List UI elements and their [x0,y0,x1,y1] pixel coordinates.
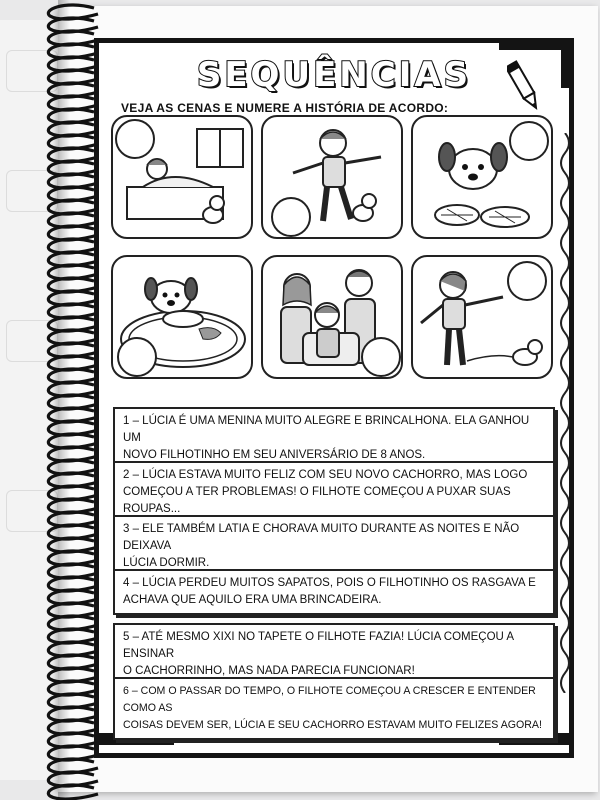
answer-circle[interactable] [507,261,547,301]
story-line: 2 – LÚCIA ESTAVA MUITO FELIZ COM SEU NOVO CACHORRO, MAS LOGO [123,469,528,481]
scene-card-5 [261,255,403,379]
story-line: 5 – ATÉ MESMO XIXI NO TAPETE O FILHOTE FAZIA! LÚCIA COMEÇOU A ENSINAR [123,631,514,660]
answer-circle[interactable] [115,119,155,159]
page-title: SEQUÊNCIAS [196,55,472,95]
story-line: O CACHORRINHO, MAS NADA PARECIA FUNCIONAR! [123,665,415,677]
story-line: 1 – LÚCIA É UMA MENINA MUITO ALEGRE E BRINCALHONA. ELA GANHOU UM [123,415,530,444]
story-box-6 [113,677,555,740]
scene-card-1 [111,115,253,239]
story-line: 3 – ELE TAMBÉM LATIA E CHORAVA MUITO DURANTE AS NOITES E NÃO DEIXAVA [123,523,520,552]
answer-circle[interactable] [117,337,157,377]
answer-circle[interactable] [361,337,401,377]
scene-card-2 [261,115,403,239]
scene-card-3 [411,115,553,239]
scene-card-4 [111,255,253,379]
story-line: NOVO FILHOTINHO EM SEU ANIVERSÁRIO DE 8 ANOS. [123,449,426,461]
story-line: COMEÇOU A TER PROBLEMAS! O FILHOTE COMEÇOU A PUXAR SUAS ROUPAS... [123,486,511,515]
answer-circle[interactable] [271,197,311,237]
instruction-text: VEJA AS CENAS E NUMERE A HISTÓRIA DE ACORDO: [121,101,449,115]
worksheet-frame [94,38,574,758]
story-line: ACHAVA QUE AQUILO ERA UMA BRINCADEIRA. [123,594,382,606]
story-line: 4 – LÚCIA PERDEU MUITOS SAPATOS, POIS O FILHOTINHO OS RASGAVA E [123,577,536,589]
story-line: COISAS DEVEM SER, LÚCIA E SEU CACHORRO ESTAVAM MUITO FELIZES AGORA! [123,719,542,731]
film-strip-decoration [499,38,569,50]
story-line: LÚCIA DORMIR. [123,557,210,569]
wavy-border-decoration [557,133,573,693]
answer-circle[interactable] [509,121,549,161]
scene-card-6 [411,255,553,379]
story-box-4 [113,569,555,615]
story-line: 6 – COM O PASSAR DO TEMPO, O FILHOTE COMEÇOU A CRESCER E ENTENDER COMO AS [123,685,536,714]
pencil-icon [507,57,541,117]
